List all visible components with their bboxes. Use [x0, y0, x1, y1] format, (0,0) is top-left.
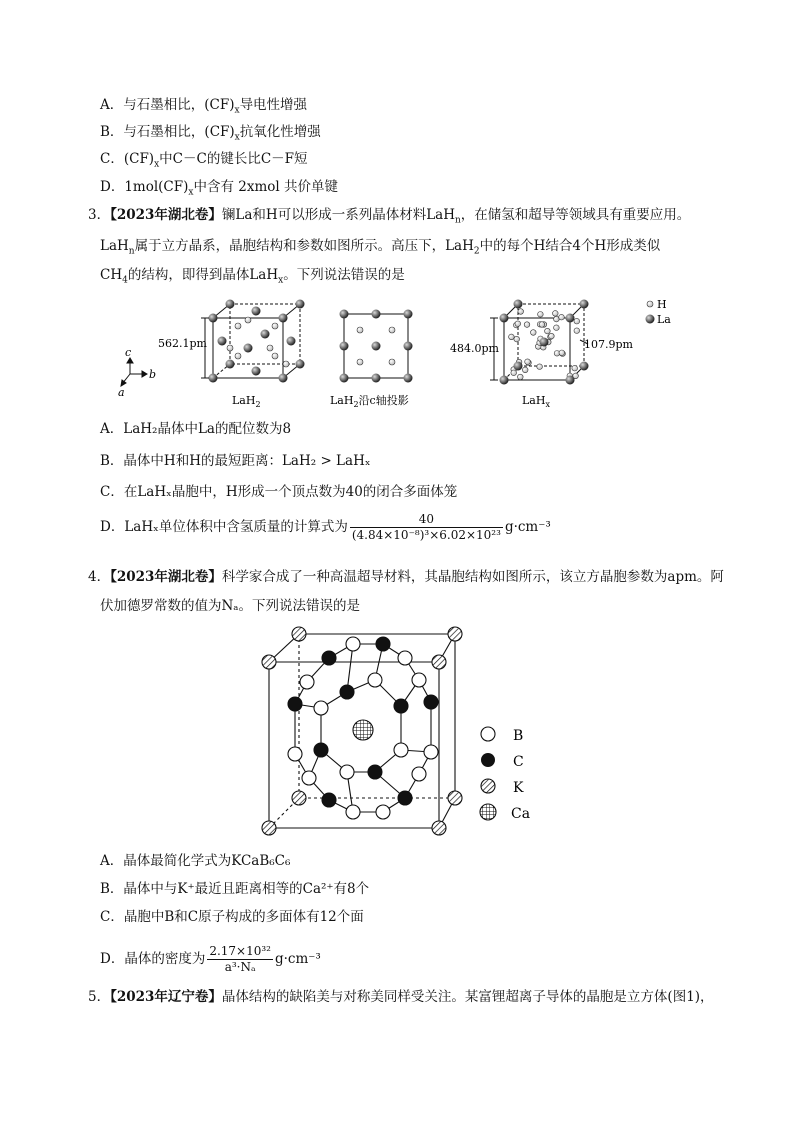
q4-option-a: A．晶体最简化学式为KCaB₆C₆ [100, 853, 291, 869]
q3-stem-line3: $CH_4$的结构，即得到晶体LaH$_x$。下列说法错误的是 [100, 267, 405, 286]
h-atom [545, 328, 551, 334]
caption-lah2: LaH$_2$ [232, 394, 261, 409]
c-atom [376, 637, 390, 651]
k-atom [292, 627, 306, 641]
h-atom [559, 314, 565, 320]
axis-b: b [149, 368, 157, 381]
c-atom [424, 695, 438, 709]
h-atom [554, 325, 560, 331]
q3-stem-line2: LaH$_n$属于立方晶系，晶胞结构和参数如图所示。高压下，LaH$_2$中的每个H结合4个H形成类似 [100, 238, 661, 257]
axis-c: c [125, 346, 132, 359]
k-atom [262, 821, 276, 835]
k-atom [448, 627, 462, 641]
legend-b: B [513, 728, 524, 744]
b-atom [300, 675, 314, 689]
q2-option-b: B．与石墨相比，$(CF)_x$抗氧化性增强 [100, 124, 321, 143]
legend-la: La [657, 313, 671, 326]
h-atom [554, 316, 560, 322]
h-atom [559, 350, 565, 356]
h-atom [514, 336, 520, 342]
la-atom [500, 314, 509, 323]
h-atom [531, 330, 537, 336]
la-atom [540, 338, 549, 347]
q3-option-d: D．LaHₓ单位体积中含氢质量的计算式为 $\frac{40}{\text{(4.84×10⁻⁸)³×6.02×10²³}}$ g·cm⁻³ [100, 512, 551, 542]
la-atom [514, 300, 523, 309]
h-atom [553, 311, 559, 317]
h-atom [518, 374, 524, 380]
legend-c-icon [481, 753, 495, 767]
c-atom [398, 791, 412, 805]
b-atom [412, 767, 426, 781]
la-atom [514, 362, 523, 371]
b-atom [424, 745, 438, 759]
dim-562: 562.1pm [158, 337, 207, 350]
q4-option-d: D．晶体的密度为 $\frac{\text{2.17×10³²}}{\text{a³·Nₐ}}$ g·cm⁻³ [100, 944, 321, 974]
b-atom [314, 701, 328, 715]
k-atom [292, 791, 306, 805]
h-atom [537, 364, 543, 370]
b-atom [368, 673, 382, 687]
k-atom [432, 655, 446, 669]
q3-crystal-figure [110, 292, 690, 412]
b-atom [302, 771, 316, 785]
h-atom [524, 322, 530, 328]
q4-crystal-figure [255, 622, 555, 840]
q2-option-c: C．$(CF)_x$中C－C的键长比C－F短 [100, 151, 308, 170]
dim-484: 484.0pm [450, 342, 499, 355]
c-atom [288, 697, 302, 711]
la-atom [580, 300, 589, 309]
h-atom [522, 367, 528, 373]
b-atom [376, 805, 390, 819]
legend-h-icon [647, 301, 653, 307]
ca-atom [353, 720, 373, 740]
b-atom [412, 673, 426, 687]
q3-stem-line1: 3．【2023年湖北卷】镧La和H可以形成一系列晶体材料LaH$_n$，在储氢和超导等领域具有重要应用。 [88, 207, 691, 226]
h-atom [511, 370, 517, 376]
b-atom [394, 743, 408, 757]
lah2-projection [340, 310, 413, 383]
q3-option-b: B．晶体中H和H的最短距离：LaH₂ > LaHₓ [100, 453, 371, 469]
h-atom [549, 333, 555, 339]
b-atom [346, 805, 360, 819]
h-atom [539, 322, 545, 328]
legend-ca-icon [480, 804, 496, 820]
k-atom [432, 821, 446, 835]
axes-icon [121, 358, 147, 386]
caption-projection: LaH$_2$沿c轴投影 [330, 394, 409, 409]
q5-stem-line1: 5．【2023年辽宁卷】晶体结构的缺陷美与对称美同样受关注。某富锂超离子导体的晶胞是立方体(图1)， [88, 989, 714, 1005]
q2-option-a: A．与石墨相比，$(CF)_x$导电性增强 [100, 97, 308, 116]
c-atom [314, 743, 328, 757]
legend-ca: Ca [511, 806, 531, 822]
h-atom [515, 321, 521, 327]
la-atom [580, 362, 589, 371]
h-atom [518, 309, 524, 315]
legend-k: K [513, 780, 524, 796]
la-atom [566, 314, 575, 323]
h-atom [538, 312, 544, 318]
q3-option-c: C．在LaHₓ晶胞中，H形成一个顶点数为40的闭合多面体笼 [100, 484, 458, 500]
q4-stem-line1: 4．【2023年湖北卷】科学家合成了一种高温超导材料，其晶胞结构如图所示，该立方晶胞参数为apm。阿 [88, 569, 724, 585]
b-atom [346, 637, 360, 651]
q4-option-c: C．晶胞中B和C原子构成的多面体有12个面 [100, 909, 364, 925]
b-atom [288, 747, 302, 761]
q4-stem-line2: 伏加德罗常数的值为Nₐ。下列说法错误的是 [100, 598, 361, 614]
caption-lahx: LaH$_x$ [522, 394, 550, 409]
c-atom [340, 685, 354, 699]
la-atom [566, 376, 575, 385]
h-atom [509, 334, 515, 340]
c-atom [322, 651, 336, 665]
k-atom [262, 655, 276, 669]
legend-b-icon [481, 727, 495, 741]
b-atom [398, 651, 412, 665]
legend-la-icon [646, 315, 655, 324]
q4-option-b: B．晶体中与K⁺最近且距离相等的Ca²⁺有8个 [100, 881, 370, 897]
legend-c: C [513, 754, 524, 770]
la-atom [500, 376, 509, 385]
h-atom [574, 328, 580, 334]
dim-107: 107.9pm [584, 338, 633, 351]
c-atom [368, 765, 382, 779]
b-atom [340, 765, 354, 779]
h-atom [572, 365, 578, 371]
k-atom [448, 791, 462, 805]
legend-k-icon [481, 779, 495, 793]
h-atom [525, 359, 531, 365]
legend-h: H [657, 298, 667, 311]
axis-a: a [118, 386, 125, 399]
c-atom [394, 699, 408, 713]
h-atom [574, 318, 580, 324]
c-atom [322, 793, 336, 807]
q3-option-a: A．LaH₂晶体中La的配位数为8 [100, 421, 292, 437]
q2-option-d: D．$1mol(CF)_x$中含有 2xmol 共价单键 [100, 179, 339, 198]
